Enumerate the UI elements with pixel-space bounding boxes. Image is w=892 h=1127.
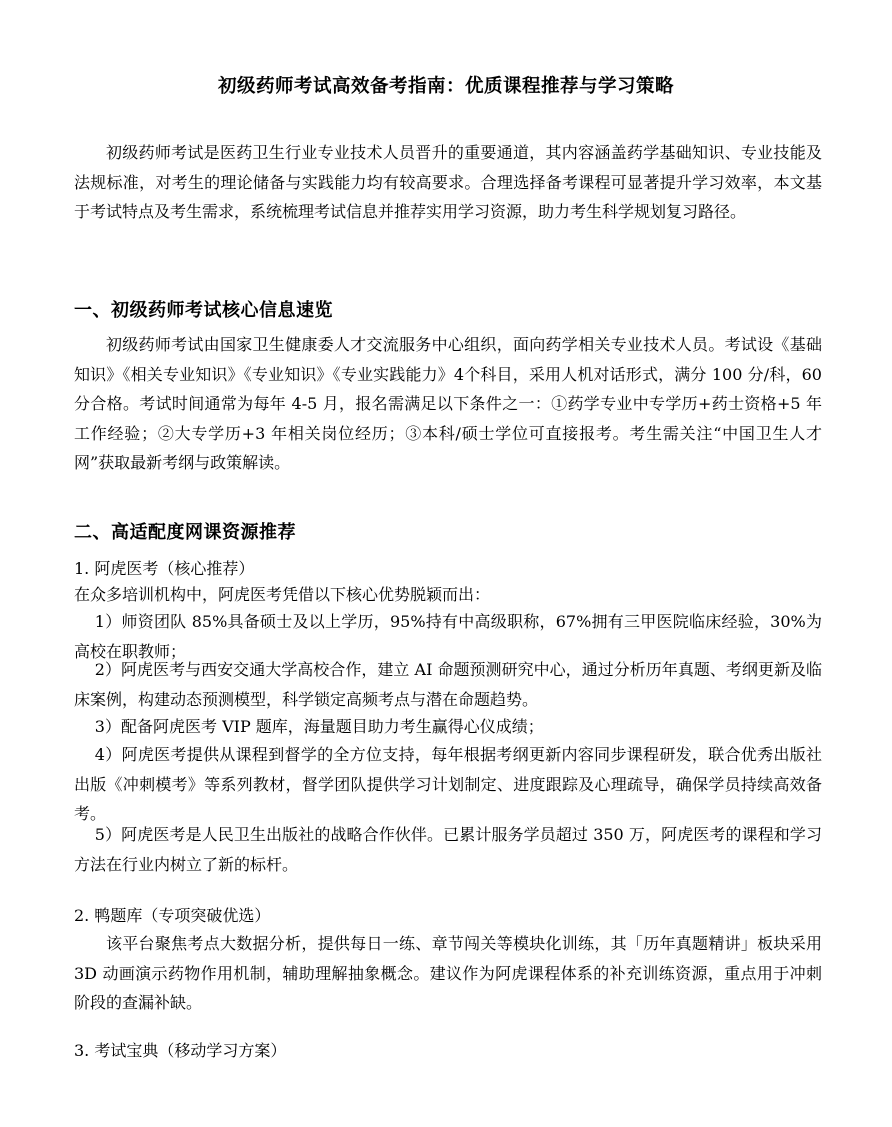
subsection-2-title: 2. 鸭题库（专项突破优选） (74, 906, 271, 925)
document-title: 初级药师考试高效备考指南：优质课程推荐与学习策略 (217, 76, 674, 97)
subsection-3-title: 3. 考试宝典（移动学习方案） (74, 1041, 287, 1060)
subsection-2-body: 该平台聚焦考点大数据分析，提供每日一练、章节闯关等模块化训练，其「历年真题精讲」板块采用 3D 动画演示药物作用机制，辅助理解抽象概念。建议作为阿虎课程体系的补充训练资源，重点用于冲刺阶段的查漏补缺。 (74, 934, 822, 1012)
subsection-1-lead: 在众多培训机构中，阿虎医考凭借以下核心优势脱颖而出： (74, 585, 491, 604)
subsection-1-point: 4）阿虎医考提供从课程到督学的全方位支持，每年根据考纲更新内容同步课程研发，联合优秀出版社出版《冲刺模考》等系列教材，督学团队提供学习计划制定、进度跟踪及心理疏导，确保学员持续高效备考。 (74, 745, 822, 823)
subsection-1-point: 5）阿虎医考是人民卫生出版社的战略合作伙伴。已累计服务学员超过 350 万，阿虎医考的课程和学习方法在行业内树立了新的标杆。 (74, 825, 822, 874)
section-1-heading: 一、初级药师考试核心信息速览 (74, 300, 333, 321)
subsection-1-point: 1）师资团队 85%具备硕士及以上学历，95%持有中高级职称，67%拥有三甲医院临床经验，30%为高校在职教师； (74, 612, 822, 661)
subsection-1-point: 3）配备阿虎医考 VIP 题库，海量题目助力考生赢得心仪成绩； (94, 717, 544, 736)
subsection-1-title: 1. 阿虎医考（核心推荐） (74, 559, 255, 578)
section-1-body: 初级药师考试由国家卫生健康委人才交流服务中心组织，面向药学相关专业技术人员。考试设《基础知识》《相关专业知识》《专业知识》《专业实践能力》4个科目，采用人机对话形式，满分 100 分/科，60 分合格。考试时间通常为每年 4-5 月，报名需满足以下条件之一：①药学专业中专学历+药士资格+5 年工作经验；②大专学历+3 年相关岗位经历；③本科/硕士学位可直接报考。考生需关注“中国卫生人才网”获取最新考纲与政策解读。 (74, 335, 822, 472)
subsection-1-point: 2）阿虎医考与西安交通大学高校合作，建立 AI 命题预测研究中心，通过分析历年真题、考纲更新及临床案例，构建动态预测模型，科学锁定高频考点与潜在命题趋势。 (74, 660, 822, 709)
section-2-heading: 二、高适配度网课资源推荐 (74, 522, 296, 543)
intro-paragraph: 初级药师考试是医药卫生行业专业技术人员晋升的重要通道，其内容涵盖药学基础知识、专业技能及法规标准，对考生的理论储备与实践能力均有较高要求。合理选择备考课程可显著提升学习效率，本文基于考试特点及考生需求，系统梳理考试信息并推荐实用学习资源，助力考生科学规划复习路径。 (74, 143, 822, 221)
